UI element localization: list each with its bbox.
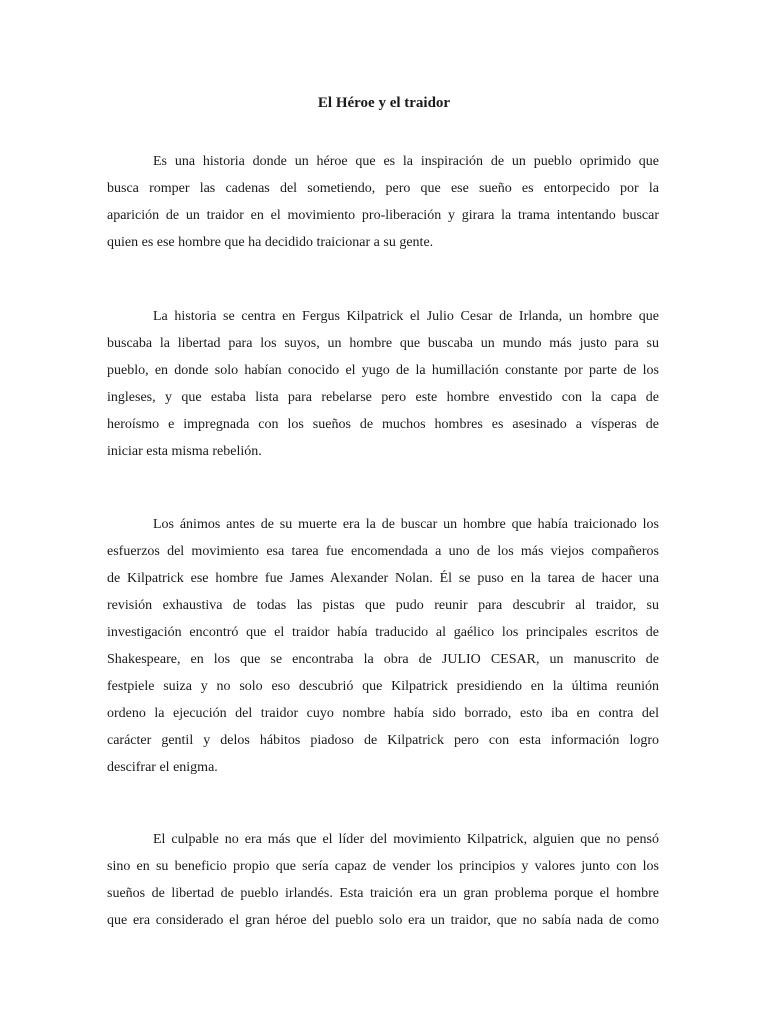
text-line: quien es ese hombre que ha decidido traicionar a su gente. (107, 235, 434, 250)
text-line: El culpable no era más que el líder del movimiento Kilpatrick, alguien que no pensó (153, 832, 659, 847)
text-line: sueños de libertad de pueblo irlandés. Esta traición era un gran problema porque el hombre (107, 886, 659, 901)
text-line: iniciar esta misma rebelión. (107, 444, 262, 459)
text-line: revisión exhaustiva de todas las pistas que pudo reunir para descubrir al traidor, su (107, 598, 659, 613)
paragraph (107, 148, 659, 256)
text-line: sino en su beneficio propio que sería capaz de vender los principios y valores junto con los (107, 859, 659, 874)
paragraph (107, 303, 659, 465)
text-line: La historia se centra en Fergus Kilpatrick el Julio Cesar de Irlanda, un hombre que (153, 309, 659, 324)
text-line: Es una historia donde un héroe que es la inspiración de un pueblo oprimido que (153, 154, 659, 169)
paragraph (107, 826, 659, 934)
text-line: de Kilpatrick ese hombre fue James Alexander Nolan. Él se puso en la tarea de hacer una (107, 571, 659, 586)
text-line: busca romper las cadenas del sometiendo, pero que ese sueño es entorpecido por la (107, 181, 659, 196)
text-line: descifrar el enigma. (107, 760, 218, 775)
text-line: ordeno la ejecución del traidor cuyo nombre había sido borrado, esto iba en contra del (107, 706, 659, 721)
text-line: aparición de un traidor en el movimiento pro-liberación y girara la trama intentando buscar (107, 208, 659, 223)
text-line: investigación encontró que el traidor había traducido al gaélico los principales escritos de (107, 625, 659, 640)
text-line: Los ánimos antes de su muerte era la de buscar un hombre que había traicionado los (153, 517, 659, 532)
text-line: pueblo, en donde solo habían conocido el yugo de la humillación constante por parte de los (107, 363, 659, 378)
text-line: ingleses, y que estaba lista para rebelarse pero este hombre envestido con la capa de (107, 390, 659, 405)
text-line: que era considerado el gran héroe del pueblo solo era un traidor, que no sabía nada de como (107, 913, 659, 928)
text-line: carácter gentil y delos hábitos piadoso de Kilpatrick pero con esta información logro (107, 733, 659, 748)
paragraph (107, 511, 659, 781)
text-line: Shakespeare, en los que se encontraba la obra de JULIO CESAR, un manuscrito de (107, 652, 659, 667)
document-title: El Héroe y el traidor (317, 95, 451, 111)
text-line: buscaba la libertad para los suyos, un hombre que buscaba un mundo más justo para su (107, 336, 659, 351)
text-line: esfuerzos del movimiento esa tarea fue encomendada a uno de los más viejos compañeros (107, 544, 659, 559)
text-line: festpiele suiza y no solo eso descubrió que Kilpatrick presidiendo en la última reunión (107, 679, 659, 694)
text-line: heroísmo e impregnada con los sueños de muchos hombres es asesinado a vísperas de (107, 417, 659, 432)
